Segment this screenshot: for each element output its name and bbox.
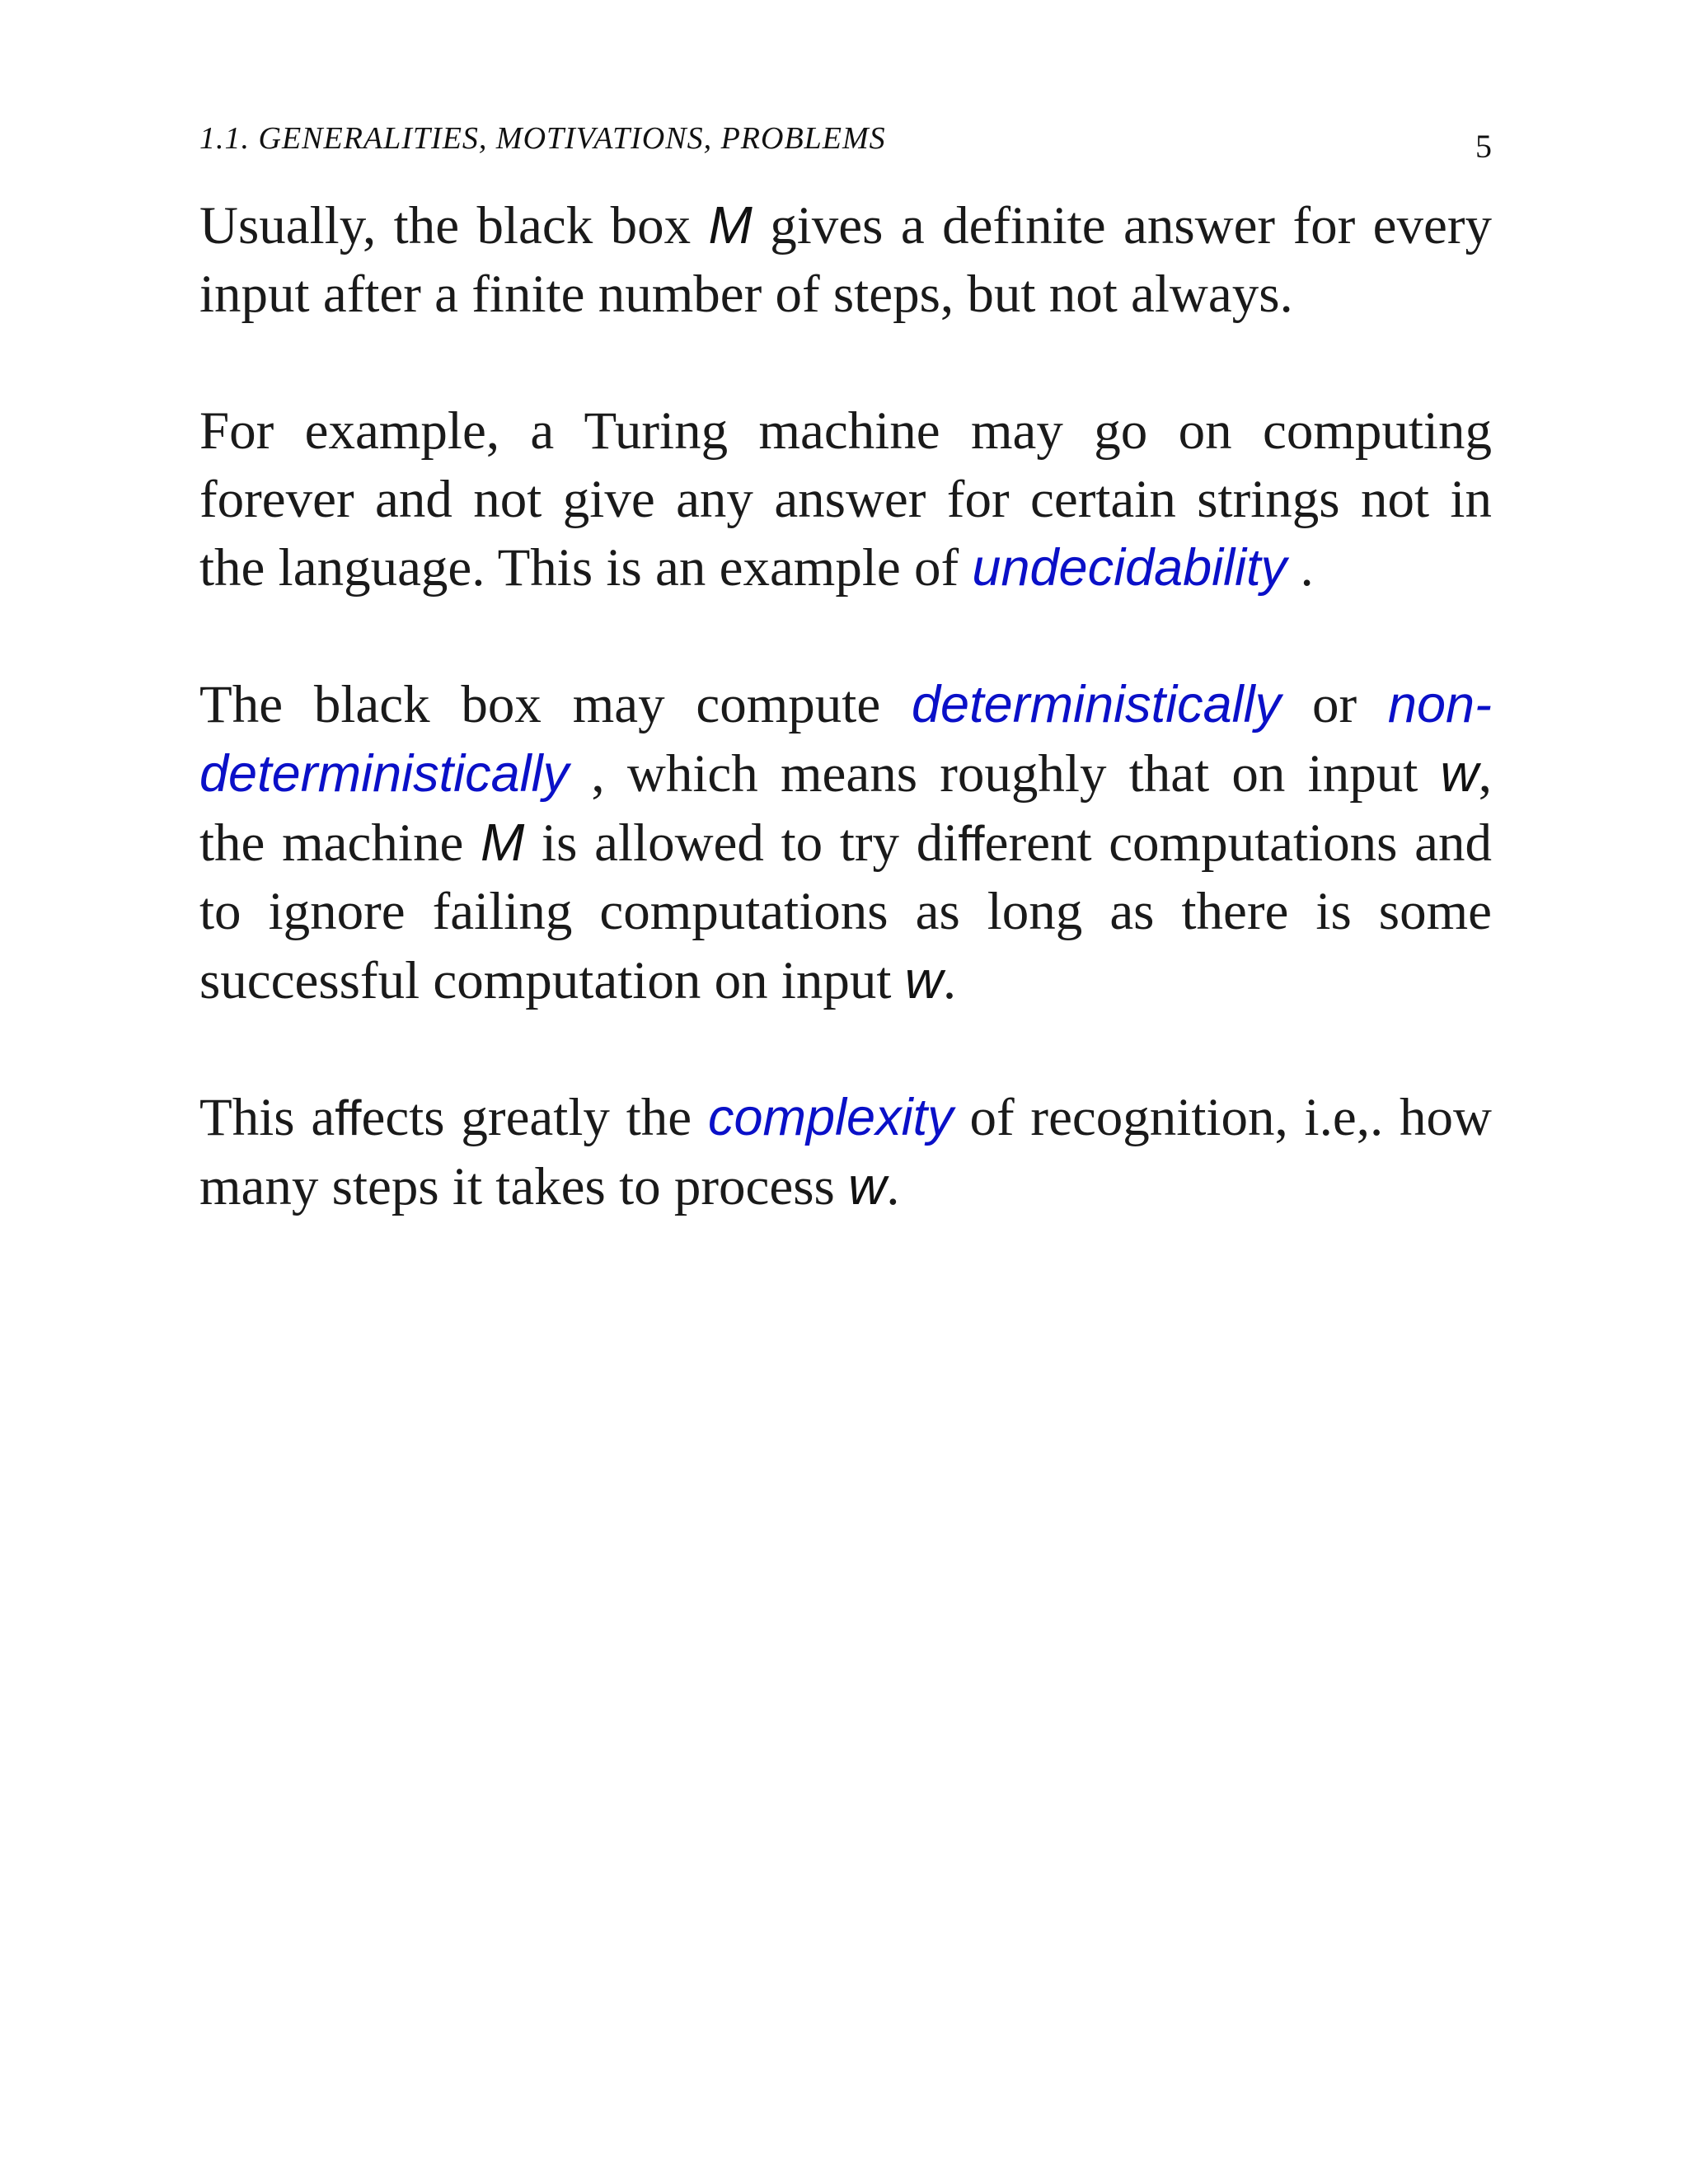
text-run: For example, a Turing machine may go on computing forever and not give any answer for certain strings not in the language. This is an example of: [199, 401, 1492, 598]
math-symbol-M: M: [708, 195, 753, 255]
text-run: The black box may compute: [199, 675, 912, 734]
math-symbol-w: w: [848, 1156, 887, 1216]
text-run: Usually, the black box: [199, 196, 709, 255]
paragraph-4: [199, 1084, 1492, 1221]
text-run: is allowed to try di: [524, 813, 959, 873]
text-run: .: [886, 1157, 900, 1216]
term-non-deterministically: non-deterministically: [199, 676, 1492, 803]
text-run: erent computations and to ignore failing computations as long as there is some successful computation on input: [199, 813, 1493, 1010]
section-title: 1.1. GENERALITIES, MOTIVATIONS, PROBLEMS: [199, 121, 886, 156]
page-number: 5: [1475, 128, 1492, 165]
paragraph-1: [199, 191, 1492, 329]
ligature-ff: ff: [958, 816, 985, 871]
math-symbol-M: M: [481, 813, 525, 872]
term-complexity: complexity: [708, 1089, 954, 1146]
text-run: .: [1287, 538, 1314, 598]
term-deterministically: deterministically: [912, 676, 1282, 733]
body-text: [199, 191, 1492, 1290]
text-run: ects greatly the: [361, 1088, 708, 1147]
text-run: of recognition, i.e,. how many steps it takes to process: [199, 1088, 1492, 1216]
text-run: , the machine: [199, 744, 1492, 873]
ligature-ff: ff: [335, 1090, 362, 1146]
math-symbol-w: w: [904, 950, 943, 1010]
term-undecidability: undecidability: [972, 539, 1287, 597]
text-run: or: [1281, 675, 1388, 734]
text-run: gives a definite answer for every input after a finite number of steps, but not always.: [199, 196, 1492, 324]
paragraph-2: [199, 397, 1492, 602]
math-symbol-w: w: [1440, 743, 1479, 803]
paragraph-3: [199, 671, 1492, 1015]
text-run: This a: [199, 1088, 335, 1147]
text-run: , which means roughly that on input: [569, 744, 1441, 804]
text-run: .: [942, 951, 957, 1010]
running-header: [199, 120, 1492, 165]
